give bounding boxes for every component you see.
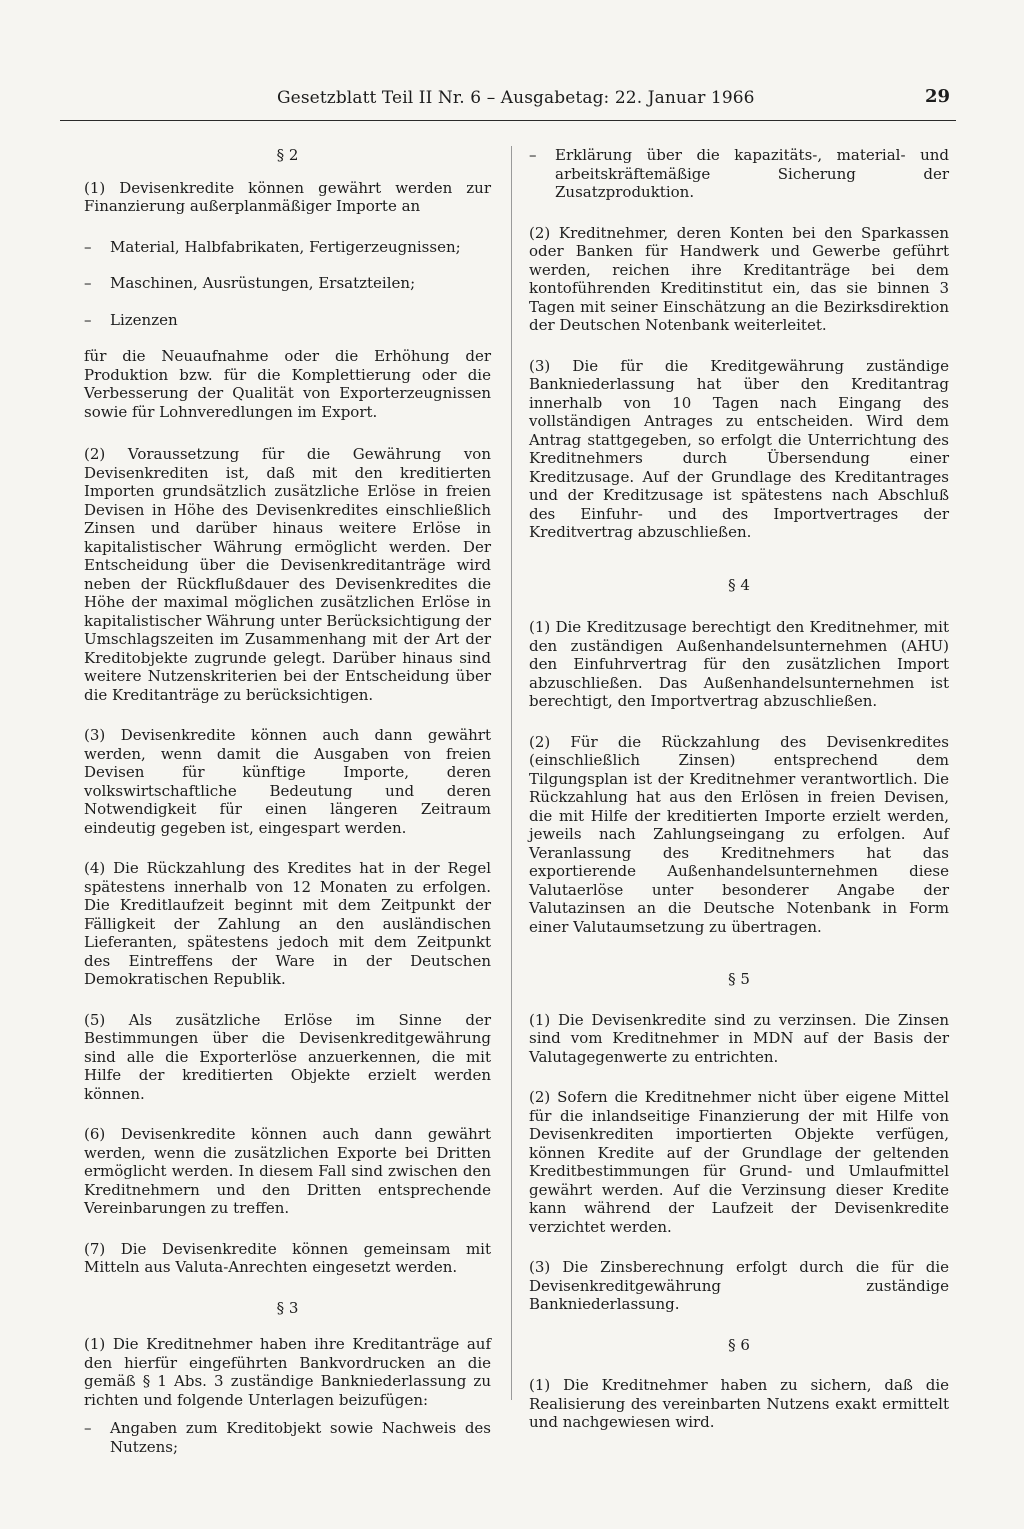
header-title: Gesetzblatt Teil II Nr. 6 – Ausgabetag: 22. Januar 1966	[277, 88, 755, 108]
paragraph: (1) Die Devisenkredite sind zu verzinsen. Die Zinsen sind vom Kreditnehmer in MDN auf der Basis der Valutagegenwerte zu entrichten.	[529, 1010, 949, 1066]
paragraph: (1) Die Kreditnehmer haben ihre Kreditanträge auf den hierfür eingeführten Bankvordrucken an die gemäß § 1 Abs. 3 zuständige Bankniederlassung zu richten und folgende Unterlagen beizufügen:	[84, 1335, 491, 1409]
paragraph: (2) Voraussetzung für die Gewährung von Devisenkrediten ist, daß mit den kreditierten Importen grundsätzlich zusätzliche Erlöse in freien Devisen in Höhe des Devisenkredites einschließlich Zinsen und darüber hinaus weitere Erlöse in kapitalistischer Währung ermöglicht werden. Der Entscheidung über die Devisenkreditanträge wird neben der Rückflußdauer des Devisenkredites die Höhe der maximal möglichen zusätzlichen Erlöse in kapitalistischer Währung unter Berücksichtigung der Umschlagszeiten im Zusammenhang mit der Art der Kreditobjekte zugrunde gelegt. Darüber hinaus sind weitere Nutzenskriterien bei der Entscheidung über die Kreditanträge zu berücksichtigen.	[84, 445, 491, 704]
section-heading-4: § 4	[728, 575, 750, 594]
paragraph: (2) Sofern die Kreditnehmer nicht über eigene Mittel für die inlandseitige Finanzierung der mit Hilfe von Devisenkrediten importierten Objekte verfügen, können Kredite auf der Grundlage der geltenden Kreditbestimmungen für Grund- und Umlaufmittel gewährt werden. Auf die Verzinsung dieser Kredite kann während der Laufzeit der Devisenkredite verzichtet werden.	[529, 1088, 949, 1236]
list-dash: –	[84, 310, 92, 329]
paragraph: (2) Für die Rückzahlung des Devisenkredites (einschließlich Zinsen) entsprechend dem Tilgungsplan ist der Kreditnehmer verantwortlich. Die Rückzahlung hat aus den Erlösen in freien Devisen, die mit Hilfe der kreditierten Importe erzielt werden, jeweils nach Zahlungseingang zu erfolgen. Auf Veranlassung des Kreditnehmers hat das exportierende Außenhandelsunternehmen diese Valutaerlöse unter besonderer Angabe der Valutazinsen an die Deutsche Notenbank in Form einer Valutaumsetzung zu übertragen.	[529, 732, 949, 936]
page-number: 29	[924, 86, 950, 107]
section-heading-5: § 5	[728, 970, 750, 988]
list-item	[84, 1419, 491, 1456]
list-dash: –	[84, 1419, 92, 1437]
paragraph: (5) Als zusätzliche Erlöse im Sinne der Bestimmungen über die Devisenkreditgewährung sind alle die Exporterlöse anzuerkennen, die mit Hilfe der kreditierten Objekte erzielt werden können.	[84, 1010, 491, 1103]
list-item-text: Erklärung über die kapazitäts-, material- und arbeitskräftemäßige Sicherung der Zusatzproduktion.	[555, 146, 949, 201]
column-divider	[511, 146, 512, 1400]
list-item	[84, 274, 491, 293]
attachment-list-continued	[529, 146, 949, 202]
paragraph: (1) Devisenkredite können gewährt werden zur Finanzierung außerplanmäßiger Importe an	[84, 178, 491, 215]
paragraph: (3) Die für die Kreditgewährung zuständige Bankniederlassung hat über den Kreditantrag innerhalb von 10 Tagen nach Eingang des vollständigen Antrages zu entscheiden. Wird dem Antrag stattgegeben, so erfolgt die Unterrichtung des Kreditnehmers durch Übersendung einer Kreditzusage. Auf der Grundlage des Kreditantrages und der Kreditzusage ist spätestens nach Abschluß des Einfuhr- und des Importvertrages der Kreditvertrag abzuschließen.	[529, 356, 949, 541]
section-heading-3: § 3	[276, 1298, 299, 1317]
paragraph: (3) Devisenkredite können auch dann gewährt werden, wenn damit die Ausgaben von freien Devisen für künftige Importe, deren volkswirtschaftliche Bedeutung und deren Notwendigkeit für einen längeren Zeitraum eindeutig gegeben ist, eingespart werden.	[84, 726, 491, 837]
paragraph: (4) Die Rückzahlung des Kredites hat in der Regel spätestens innerhalb von 12 Monaten zu erfolgen. Die Kreditlaufzeit beginnt mit dem Zeitpunkt der Fälligkeit der Zahlung an den ausländischen Lieferanten, spätestens jedoch mit dem Zeitpunkt des Eintreffens der Ware in der Deutschen Demokratischen Republik.	[84, 859, 491, 988]
list-item-text: Lizenzen	[110, 310, 178, 329]
list-dash: –	[84, 274, 92, 292]
paragraph: (1) Die Kreditzusage berechtigt den Kreditnehmer, mit den zuständigen Außenhandelsunternehmen (AHU) den Einfuhrvertrag für den zusätzlichen Import abzuschließen. Das Außenhandelsunternehmen ist berechtigt, den Importvertrag abzuschließen.	[529, 618, 949, 710]
list-item-text: Angaben zum Kreditobjekt sowie Nachweis des Nutzens;	[110, 1419, 491, 1456]
list-item	[84, 238, 491, 257]
import-list	[84, 238, 491, 330]
list-item-text: Maschinen, Ausrüstungen, Ersatzteilen;	[110, 274, 416, 292]
paragraph: (6) Devisenkredite können auch dann gewährt werden, wenn die zusätzlichen Exporte bei Dritten ermöglicht werden. In diesem Fall sind zwischen den Kreditnehmern und den Dritten entsprechende Vereinbarungen zu treffen.	[84, 1125, 491, 1217]
list-dash: –	[529, 146, 537, 164]
paragraph: (7) Die Devisenkredite können gemeinsam mit Mitteln aus Valuta-Anrechten eingesetzt werden.	[84, 1239, 491, 1276]
attachment-list	[84, 1419, 491, 1456]
section-heading-2: § 2	[276, 146, 299, 164]
paragraph: (1) Die Kreditnehmer haben zu sichern, daß die Realisierung des vereinbarten Nutzens exakt ermittelt und nachgewiesen wird.	[529, 1376, 949, 1431]
right-column	[529, 146, 949, 1450]
paragraph: für die Neuaufnahme oder die Erhöhung der Produktion bzw. für die Komplettierung oder die Verbesserung der Qualität von Exporterzeugnissen sowie für Lohnveredlungen im Export.	[84, 347, 491, 421]
left-column	[84, 146, 491, 1470]
page-header	[60, 86, 956, 121]
paragraph: (3) Die Zinsberechnung erfolgt durch die für die Devisenkreditgewährung zuständige Bankniederlassung.	[529, 1258, 949, 1313]
list-dash: –	[84, 237, 92, 256]
list-item-text: Material, Halbfabrikaten, Fertigerzeugnissen;	[110, 237, 461, 256]
paragraph: (2) Kreditnehmer, deren Konten bei den Sparkassen oder Banken für Handwerk und Gewerbe geführt werden, reichen ihre Kreditanträge bei dem kontoführenden Kreditinstitut ein, das sie binnen 3 Tagen mit seiner Einschätzung an die Bezirksdirektion der Deutschen Notenbank weiterleitet.	[529, 223, 949, 334]
list-item	[529, 146, 949, 202]
section-heading-6: § 6	[728, 1335, 750, 1354]
list-item	[84, 311, 491, 330]
